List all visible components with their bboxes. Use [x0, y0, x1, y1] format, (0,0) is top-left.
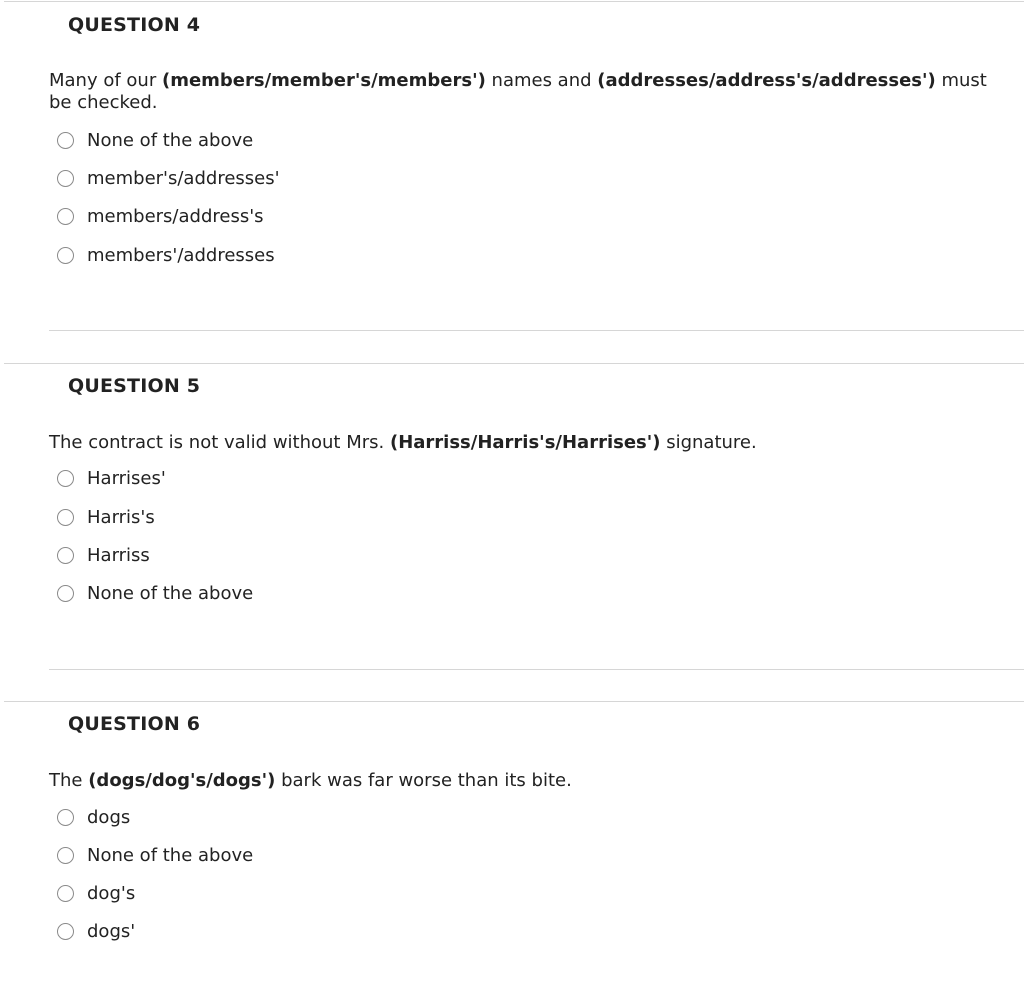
question-4-choice-3[interactable]: members/address's: [57, 204, 264, 228]
question-6-title: QUESTION 6: [68, 713, 201, 735]
question-5-prompt: The contract is not valid without Mrs. (Harriss/Harris's/Harrises') signature.: [49, 432, 757, 453]
question-6-choice-2[interactable]: None of the above: [57, 843, 253, 867]
question-6-prompt: The (dogs/dog's/dogs') bark was far worse than its bite.: [49, 770, 572, 791]
radio-button[interactable]: [57, 247, 74, 264]
question-4-choice-1[interactable]: None of the above: [57, 128, 253, 152]
question-4-choice-4[interactable]: members'/addresses: [57, 243, 275, 267]
radio-button[interactable]: [57, 923, 74, 940]
question-6-top-divider: [4, 701, 1024, 702]
question-5-top-divider: [4, 363, 1024, 364]
radio-button[interactable]: [57, 847, 74, 864]
question-5-bottom-divider: [49, 669, 1024, 670]
question-4-prompt: Many of our (members/member's/members') names and (addresses/address's/addresses') must be checked.: [49, 70, 987, 113]
radio-button[interactable]: [57, 885, 74, 902]
question-5-title: QUESTION 5: [68, 375, 201, 397]
radio-button[interactable]: [57, 547, 74, 564]
radio-button[interactable]: [57, 208, 74, 225]
question-5-choice-3[interactable]: Harriss: [57, 543, 150, 567]
radio-button[interactable]: [57, 585, 74, 602]
question-5-choice-1[interactable]: Harrises': [57, 466, 166, 490]
question-5-choice-4[interactable]: None of the above: [57, 581, 253, 605]
radio-button[interactable]: [57, 509, 74, 526]
question-5-choice-2[interactable]: Harris's: [57, 505, 155, 529]
question-6-choice-3[interactable]: dog's: [57, 881, 135, 905]
radio-button[interactable]: [57, 809, 74, 826]
question-4-title: QUESTION 4: [68, 14, 201, 36]
question-4-bottom-divider: [49, 330, 1024, 331]
radio-button[interactable]: [57, 470, 74, 487]
question-4-choice-2[interactable]: member's/addresses': [57, 166, 280, 190]
question-6-choice-4[interactable]: dogs': [57, 919, 135, 943]
top-divider: [4, 1, 1024, 2]
question-6-choice-1[interactable]: dogs: [57, 805, 130, 829]
radio-button[interactable]: [57, 132, 74, 149]
radio-button[interactable]: [57, 170, 74, 187]
